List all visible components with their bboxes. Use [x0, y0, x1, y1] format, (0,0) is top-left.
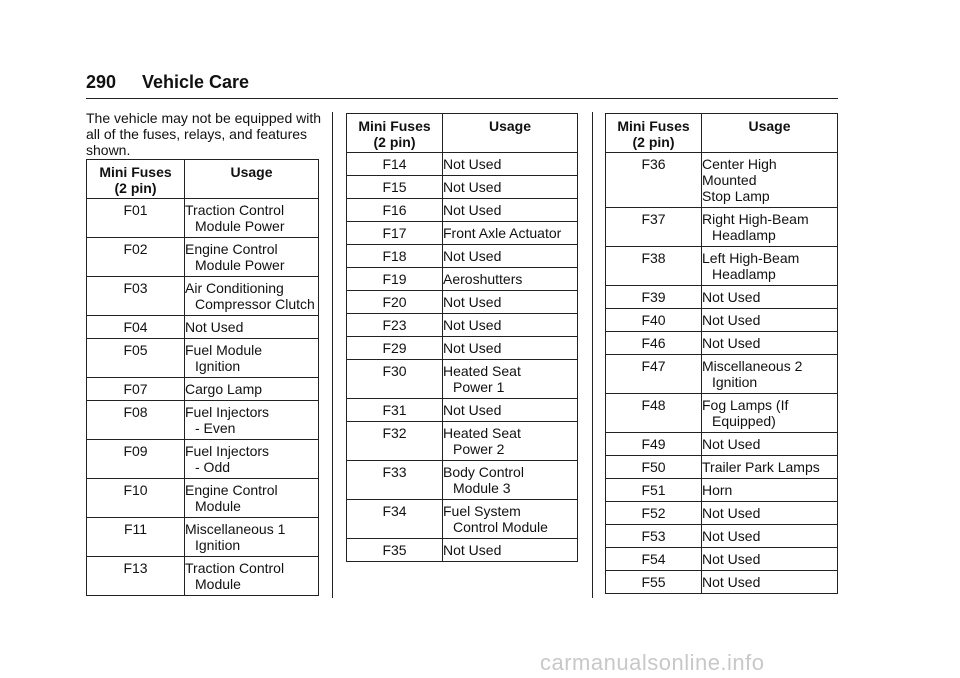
usage-text-line: Not Used	[185, 319, 244, 335]
usage-text-line: Fuel Module	[185, 342, 263, 358]
usage-text-line: Not Used	[702, 551, 761, 567]
fuse-usage-cell	[443, 199, 578, 222]
header-usage-label: Usage	[488, 118, 532, 134]
table-row	[606, 309, 838, 332]
fuse-usage-cell	[443, 337, 578, 360]
usage-text-line: Power 2	[453, 441, 505, 457]
fuse-usage-cell	[702, 525, 838, 548]
usage-text-line: Body Control	[443, 464, 524, 480]
table-header-row	[606, 114, 838, 153]
table-row	[606, 247, 838, 286]
table-row	[347, 245, 578, 268]
fuse-id: F34	[382, 503, 407, 519]
table-row	[87, 277, 319, 316]
usage-text-line: Ignition	[195, 537, 241, 553]
fuse-usage-cell	[702, 208, 838, 247]
header-usage-label: Usage	[748, 118, 791, 134]
usage-text-line: Not Used	[443, 156, 502, 172]
fuse-usage-cell	[185, 557, 319, 596]
fuse-id: F52	[641, 505, 666, 521]
usage-text-line: Miscellaneous 1	[185, 521, 286, 537]
usage-text-line: Aeroshutters	[443, 271, 523, 287]
fuse-id-cell	[87, 401, 185, 440]
fuse-usage-cell	[702, 502, 838, 525]
usage-text-line: Ignition	[712, 374, 758, 390]
usage-text-line: Right High-Beam	[702, 211, 809, 227]
table-row	[606, 548, 838, 571]
fuse-usage-cell	[702, 153, 838, 208]
fuse-id-cell	[347, 500, 443, 539]
fuse-id-cell	[347, 291, 443, 314]
table-row	[347, 291, 578, 314]
column-header-fuse	[87, 160, 185, 199]
fuse-id: F11	[123, 521, 148, 537]
header-fuse-line2: (2 pin)	[114, 180, 157, 196]
usage-text-line: Not Used	[702, 574, 761, 590]
fuse-id: F51	[641, 482, 666, 498]
fuse-usage-cell	[443, 314, 578, 337]
fuse-id: F15	[382, 179, 407, 195]
fuse-id: F46	[641, 335, 666, 351]
fuse-id-cell	[87, 557, 185, 596]
table-row	[347, 314, 578, 337]
fuse-id-cell	[347, 360, 443, 399]
usage-text-line: Power 1	[453, 379, 505, 395]
table-row	[347, 268, 578, 291]
fuse-id-cell	[606, 456, 702, 479]
table-row	[87, 479, 319, 518]
fuse-usage-cell	[443, 360, 578, 399]
fuse-id-cell	[347, 153, 443, 176]
fuse-id: F17	[382, 225, 407, 241]
fuse-id: F31	[382, 402, 407, 418]
fuse-usage-cell	[702, 433, 838, 456]
watermark-text: carmanualsonline.info	[540, 650, 765, 675]
fuse-id-cell	[606, 502, 702, 525]
fuse-id: F39	[641, 289, 666, 305]
usage-text-line: Stop Lamp	[702, 188, 770, 204]
fuse-usage-cell	[185, 199, 319, 238]
usage-text-line: Not Used	[443, 402, 502, 418]
fuse-usage-cell	[443, 422, 578, 461]
usage-text-line: Headlamp	[712, 266, 776, 282]
fuse-id-cell	[606, 548, 702, 571]
fuse-usage-cell	[702, 309, 838, 332]
fuse-id-cell	[606, 394, 702, 433]
table-row	[347, 500, 578, 539]
table-row	[606, 286, 838, 309]
column-header-usage	[185, 160, 319, 199]
fuse-id-cell	[347, 222, 443, 245]
fuse-usage-cell	[443, 176, 578, 199]
fuse-id-cell	[87, 378, 185, 401]
column-header-usage	[702, 114, 838, 153]
fuse-id: F07	[123, 381, 148, 397]
header-fuse-line2: (2 pin)	[373, 134, 416, 150]
table-row	[347, 199, 578, 222]
fuse-usage-cell	[185, 277, 319, 316]
fuse-id: F10	[123, 482, 148, 498]
fuse-id-cell	[347, 337, 443, 360]
fuse-table-1	[86, 159, 319, 596]
table-row	[347, 360, 578, 399]
usage-text-line: Not Used	[443, 340, 502, 356]
table-row	[606, 479, 838, 502]
usage-text-line: Horn	[702, 482, 733, 498]
fuse-id: F08	[123, 404, 148, 420]
fuse-id: F04	[123, 319, 148, 335]
fuse-usage-cell	[702, 456, 838, 479]
fuse-table-2	[346, 113, 578, 562]
table-row	[87, 401, 319, 440]
fuse-table-3	[605, 113, 838, 594]
table-row	[347, 461, 578, 500]
usage-text-line: Center High	[702, 156, 777, 172]
fuse-id: F23	[382, 317, 407, 333]
fuse-usage-cell	[185, 378, 319, 401]
usage-text-line: Not Used	[443, 179, 502, 195]
usage-text-line: Ignition	[195, 358, 241, 374]
fuse-id-cell	[347, 539, 443, 562]
usage-text-line: Engine Control	[185, 241, 278, 257]
fuse-id: F29	[382, 340, 407, 356]
header-fuse-line1: Mini Fuses	[99, 164, 172, 180]
fuse-id: F02	[123, 241, 148, 257]
fuse-id: F14	[382, 156, 407, 172]
usage-text-line: Compressor Clutch	[195, 296, 315, 312]
fuse-usage-cell	[443, 222, 578, 245]
fuse-id-cell	[347, 461, 443, 500]
usage-text-line: Traction Control	[185, 202, 285, 218]
fuse-id: F05	[123, 342, 148, 358]
usage-text-line: Equipped)	[712, 413, 776, 429]
usage-text-line: Not Used	[702, 436, 761, 452]
fuse-id: F53	[641, 528, 666, 544]
fuse-id: F49	[641, 436, 666, 452]
usage-text-line: Traction Control	[185, 560, 285, 576]
table-row	[606, 502, 838, 525]
fuse-id-cell	[606, 247, 702, 286]
table-row	[347, 337, 578, 360]
fuse-id: F01	[123, 202, 148, 218]
column-divider-1	[332, 112, 333, 598]
table-row	[347, 176, 578, 199]
column-divider-2	[592, 112, 593, 598]
usage-text-line: Not Used	[443, 317, 502, 333]
table-row	[87, 557, 319, 596]
table-row	[347, 539, 578, 562]
fuse-usage-cell	[185, 238, 319, 277]
fuse-id-cell	[347, 268, 443, 291]
column-header-fuse	[347, 114, 443, 153]
usage-text-line: Control Module	[453, 519, 548, 535]
fuse-id-cell	[87, 238, 185, 277]
header-rule	[86, 98, 838, 99]
table-row	[606, 525, 838, 548]
table-row	[606, 355, 838, 394]
fuse-usage-cell	[443, 245, 578, 268]
table-header-row	[87, 160, 319, 199]
usage-text-line: Mounted	[702, 172, 757, 188]
fuse-id-cell	[606, 355, 702, 394]
table-row	[606, 208, 838, 247]
fuse-usage-cell	[702, 247, 838, 286]
usage-text-line: Module	[195, 498, 241, 514]
fuse-usage-cell	[702, 479, 838, 502]
fuse-id: F36	[641, 156, 666, 172]
table-row	[606, 394, 838, 433]
usage-text-line: Engine Control	[185, 482, 278, 498]
table-row	[347, 422, 578, 461]
fuse-usage-cell	[185, 316, 319, 339]
fuse-id: F09	[123, 443, 148, 459]
usage-text-line: Module Power	[195, 257, 285, 273]
usage-text-line: Fuel Injectors	[185, 443, 270, 459]
table-row	[87, 316, 319, 339]
fuse-usage-cell	[185, 339, 319, 378]
table-row	[87, 440, 319, 479]
table-header-row	[347, 114, 578, 153]
fuse-id: F32	[382, 425, 407, 441]
page-header	[86, 72, 249, 93]
fuse-id: F03	[123, 280, 148, 296]
column-header-fuse	[606, 114, 702, 153]
fuse-id-cell	[347, 199, 443, 222]
usage-text-line: Not Used	[702, 505, 761, 521]
fuse-id: F50	[641, 459, 666, 475]
fuse-usage-cell	[185, 479, 319, 518]
fuse-usage-cell	[443, 500, 578, 539]
usage-text-line: Trailer Park Lamps	[702, 459, 820, 475]
table-row	[606, 433, 838, 456]
fuse-id: F30	[382, 363, 407, 379]
header-fuse-line1: Mini Fuses	[358, 118, 431, 134]
table-row	[606, 571, 838, 594]
fuse-usage-cell	[702, 332, 838, 355]
table-row	[347, 153, 578, 176]
fuse-id: F18	[382, 248, 407, 264]
usage-text-line: Not Used	[443, 248, 502, 264]
fuse-id: F55	[641, 574, 666, 590]
table-row	[87, 238, 319, 277]
usage-text-line: Not Used	[702, 289, 761, 305]
fuse-usage-cell	[443, 539, 578, 562]
usage-text-line: Heated Seat	[443, 363, 521, 379]
fuse-id-cell	[347, 399, 443, 422]
fuse-id-cell	[606, 286, 702, 309]
usage-text-line: Left High-Beam	[702, 250, 800, 266]
fuse-usage-cell	[702, 286, 838, 309]
usage-text-line: Headlamp	[712, 227, 776, 243]
fuse-id-cell	[87, 277, 185, 316]
fuse-id-cell	[606, 433, 702, 456]
table-row	[87, 339, 319, 378]
table-row	[87, 199, 319, 238]
fuse-usage-cell	[185, 518, 319, 557]
fuse-id: F47	[641, 358, 666, 374]
fuse-usage-cell	[702, 571, 838, 594]
fuse-id-cell	[606, 525, 702, 548]
fuse-id-cell	[606, 571, 702, 594]
usage-text-line: - Even	[195, 420, 236, 436]
usage-text-line: Module	[195, 576, 241, 592]
fuse-id-cell	[87, 479, 185, 518]
fuse-id-cell	[347, 176, 443, 199]
fuse-usage-cell	[185, 440, 319, 479]
usage-text-line: Fuel System	[443, 503, 521, 519]
usage-text-line: Miscellaneous 2	[702, 358, 803, 374]
usage-text-line: Fuel Injectors	[185, 404, 270, 420]
fuse-id-cell	[347, 422, 443, 461]
fuse-id: F33	[382, 464, 407, 480]
table-row	[347, 222, 578, 245]
header-usage-label: Usage	[230, 164, 273, 180]
column-header-usage	[443, 114, 578, 153]
fuse-id-cell	[87, 339, 185, 378]
fuse-id-cell	[87, 316, 185, 339]
section-title: Vehicle Care	[142, 72, 250, 92]
fuse-usage-cell	[443, 461, 578, 500]
table-row	[347, 399, 578, 422]
fuse-id: F13	[123, 560, 148, 576]
fuse-id-cell	[606, 479, 702, 502]
usage-text-line: Front Axle Actuator	[443, 225, 562, 241]
usage-text-line: Air Conditioning	[185, 280, 284, 296]
header-fuse-line1: Mini Fuses	[617, 118, 690, 134]
usage-text-line: Heated Seat	[443, 425, 521, 441]
fuse-id: F35	[382, 542, 407, 558]
usage-text-line: Not Used	[702, 312, 761, 328]
fuse-usage-cell	[185, 401, 319, 440]
fuse-usage-cell	[443, 268, 578, 291]
fuse-id-cell	[87, 199, 185, 238]
fuse-usage-cell	[702, 548, 838, 571]
fuse-id-cell	[606, 309, 702, 332]
usage-text-line: Not Used	[702, 335, 761, 351]
fuse-id-cell	[87, 518, 185, 557]
intro-text: The vehicle may not be equipped with all of the fuses, relays, and features shown.	[86, 110, 322, 158]
fuse-usage-cell	[702, 394, 838, 433]
fuse-usage-cell	[443, 399, 578, 422]
usage-text-line: Fog Lamps (If	[702, 397, 789, 413]
fuse-id: F40	[641, 312, 666, 328]
usage-text-line: Not Used	[443, 542, 502, 558]
usage-text-line: Not Used	[443, 294, 502, 310]
fuse-id: F20	[382, 294, 407, 310]
usage-text-line: - Odd	[195, 459, 231, 475]
fuse-id-cell	[87, 440, 185, 479]
fuse-id-cell	[347, 245, 443, 268]
table-row	[606, 153, 838, 208]
page-number: 290	[86, 72, 117, 92]
fuse-id-cell	[347, 314, 443, 337]
fuse-id-cell	[606, 332, 702, 355]
usage-text-line: Not Used	[702, 528, 761, 544]
usage-text-line: Not Used	[443, 202, 502, 218]
fuse-usage-cell	[443, 153, 578, 176]
fuse-id: F38	[641, 250, 666, 266]
header-fuse-line2: (2 pin)	[632, 134, 675, 150]
table-row	[606, 456, 838, 479]
fuse-id: F16	[382, 202, 407, 218]
fuse-usage-cell	[443, 291, 578, 314]
usage-text-line: Cargo Lamp	[185, 381, 263, 397]
fuse-id: F37	[641, 211, 666, 227]
usage-text-line: Module Power	[195, 218, 285, 234]
fuse-id-cell	[606, 153, 702, 208]
table-row	[606, 332, 838, 355]
fuse-usage-cell	[702, 355, 838, 394]
table-row	[87, 378, 319, 401]
fuse-id: F54	[641, 551, 666, 567]
fuse-id: F19	[382, 271, 407, 287]
fuse-id: F48	[641, 397, 666, 413]
fuse-id-cell	[606, 208, 702, 247]
usage-text-line: Module 3	[453, 480, 511, 496]
table-row	[87, 518, 319, 557]
